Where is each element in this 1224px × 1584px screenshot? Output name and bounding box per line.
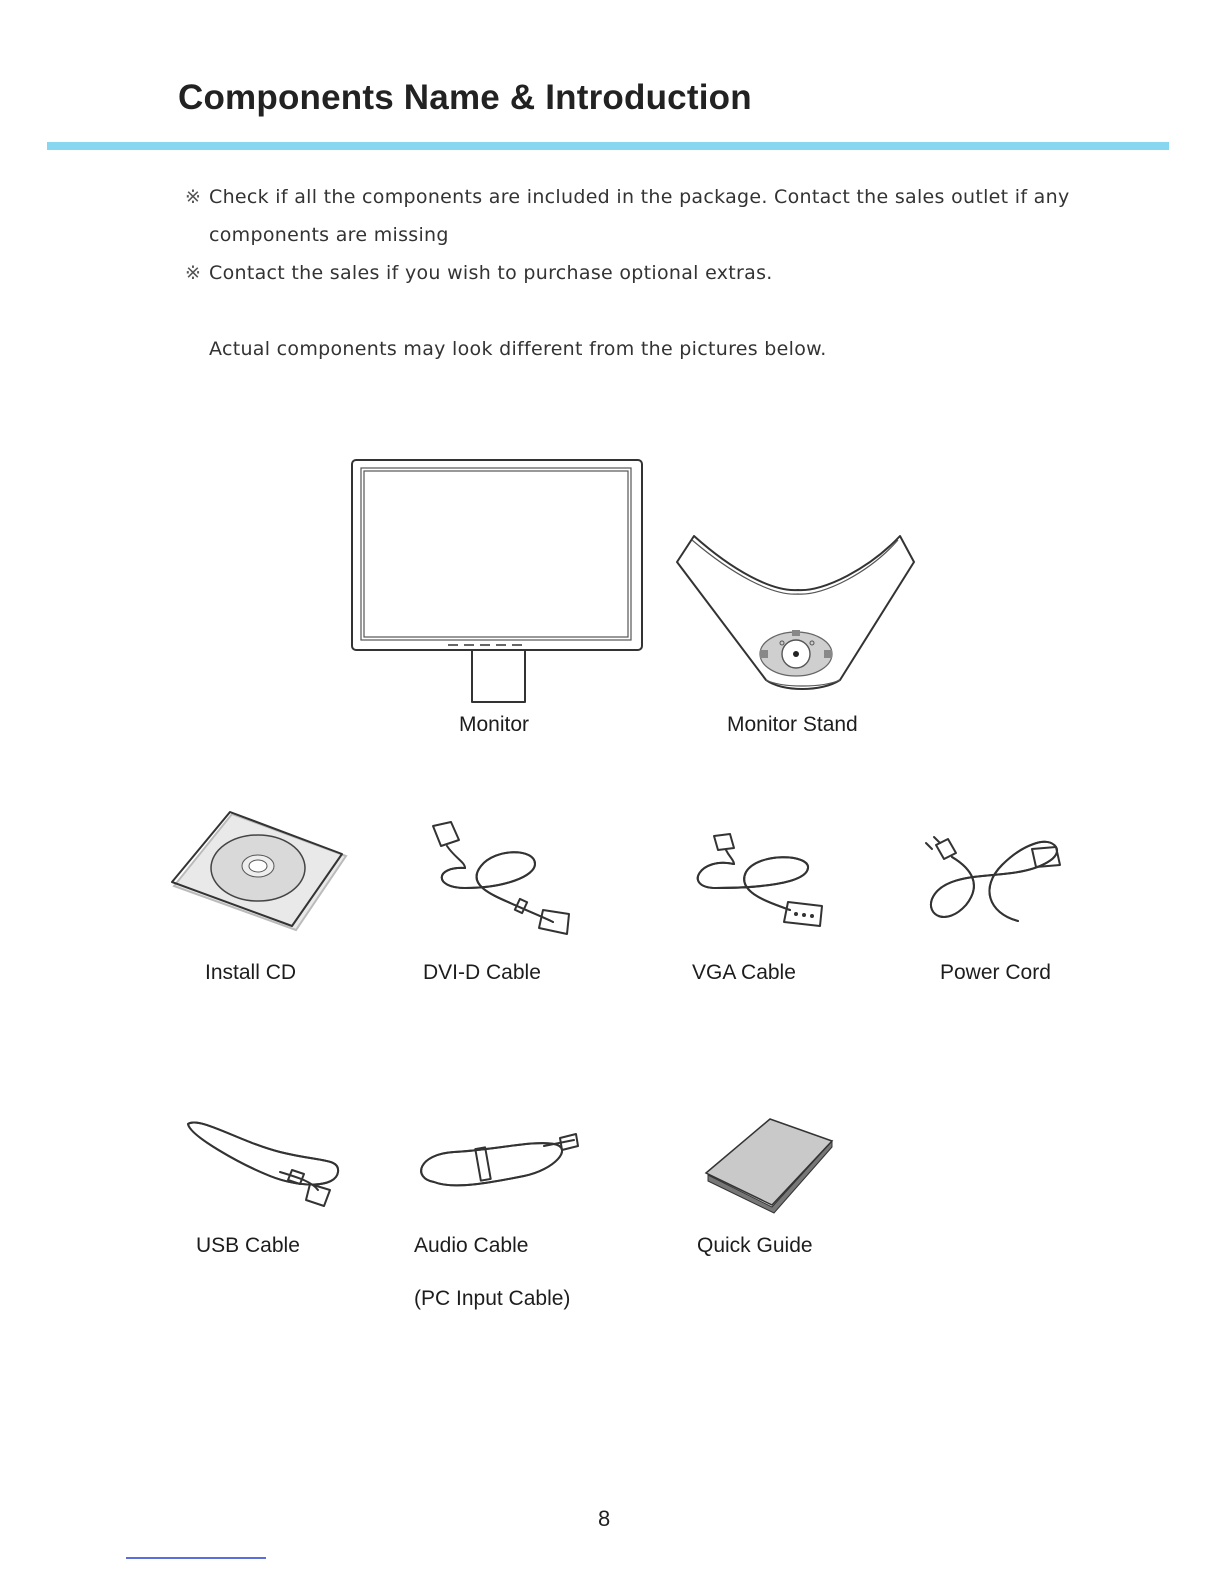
dvi-cable-icon — [425, 818, 575, 936]
page-number: 8 — [598, 1506, 611, 1531]
audio-cable-icon — [414, 1130, 584, 1200]
title-divider — [47, 142, 1169, 150]
note-appearance-disclaimer: Actual components may look different from the pictures below. — [209, 338, 827, 360]
label-monitor: Monitor — [459, 713, 530, 736]
note-line-1-continued: components are missing — [209, 224, 449, 246]
quick-guide-icon — [702, 1115, 834, 1209]
label-audio-cable: Audio Cable — [414, 1234, 529, 1257]
label-power-cord: Power Cord — [940, 961, 1051, 984]
note-optional-extras — [185, 262, 773, 284]
reference-mark-icon: ※ — [185, 262, 202, 284]
label-quick-guide: Quick Guide — [697, 1234, 813, 1257]
power-cord-icon — [922, 835, 1067, 930]
usb-cable-icon — [180, 1112, 345, 1210]
label-vga-cable: VGA Cable — [692, 961, 796, 984]
label-audio-cable-note: (PC Input Cable) — [414, 1287, 571, 1310]
page-title: Components Name & Introduction — [178, 78, 752, 117]
label-usb-cable: USB Cable — [196, 1234, 300, 1257]
note-line-2: Contact the sales if you wish to purchase optional extras. — [209, 262, 773, 284]
note-check-components — [185, 186, 1070, 208]
monitor-icon — [350, 458, 645, 708]
footer-line — [126, 1557, 266, 1559]
reference-mark-icon: ※ — [185, 186, 202, 208]
label-dvi-cable: DVI-D Cable — [423, 961, 541, 984]
note-line-1: Check if all the components are included in the package. Contact the sales outlet if any — [209, 186, 1070, 208]
label-monitor-stand: Monitor Stand — [727, 713, 858, 736]
vga-cable-icon — [686, 830, 836, 930]
monitor-stand-icon — [672, 530, 922, 700]
cd-icon — [170, 808, 350, 936]
label-install-cd: Install CD — [205, 961, 297, 984]
